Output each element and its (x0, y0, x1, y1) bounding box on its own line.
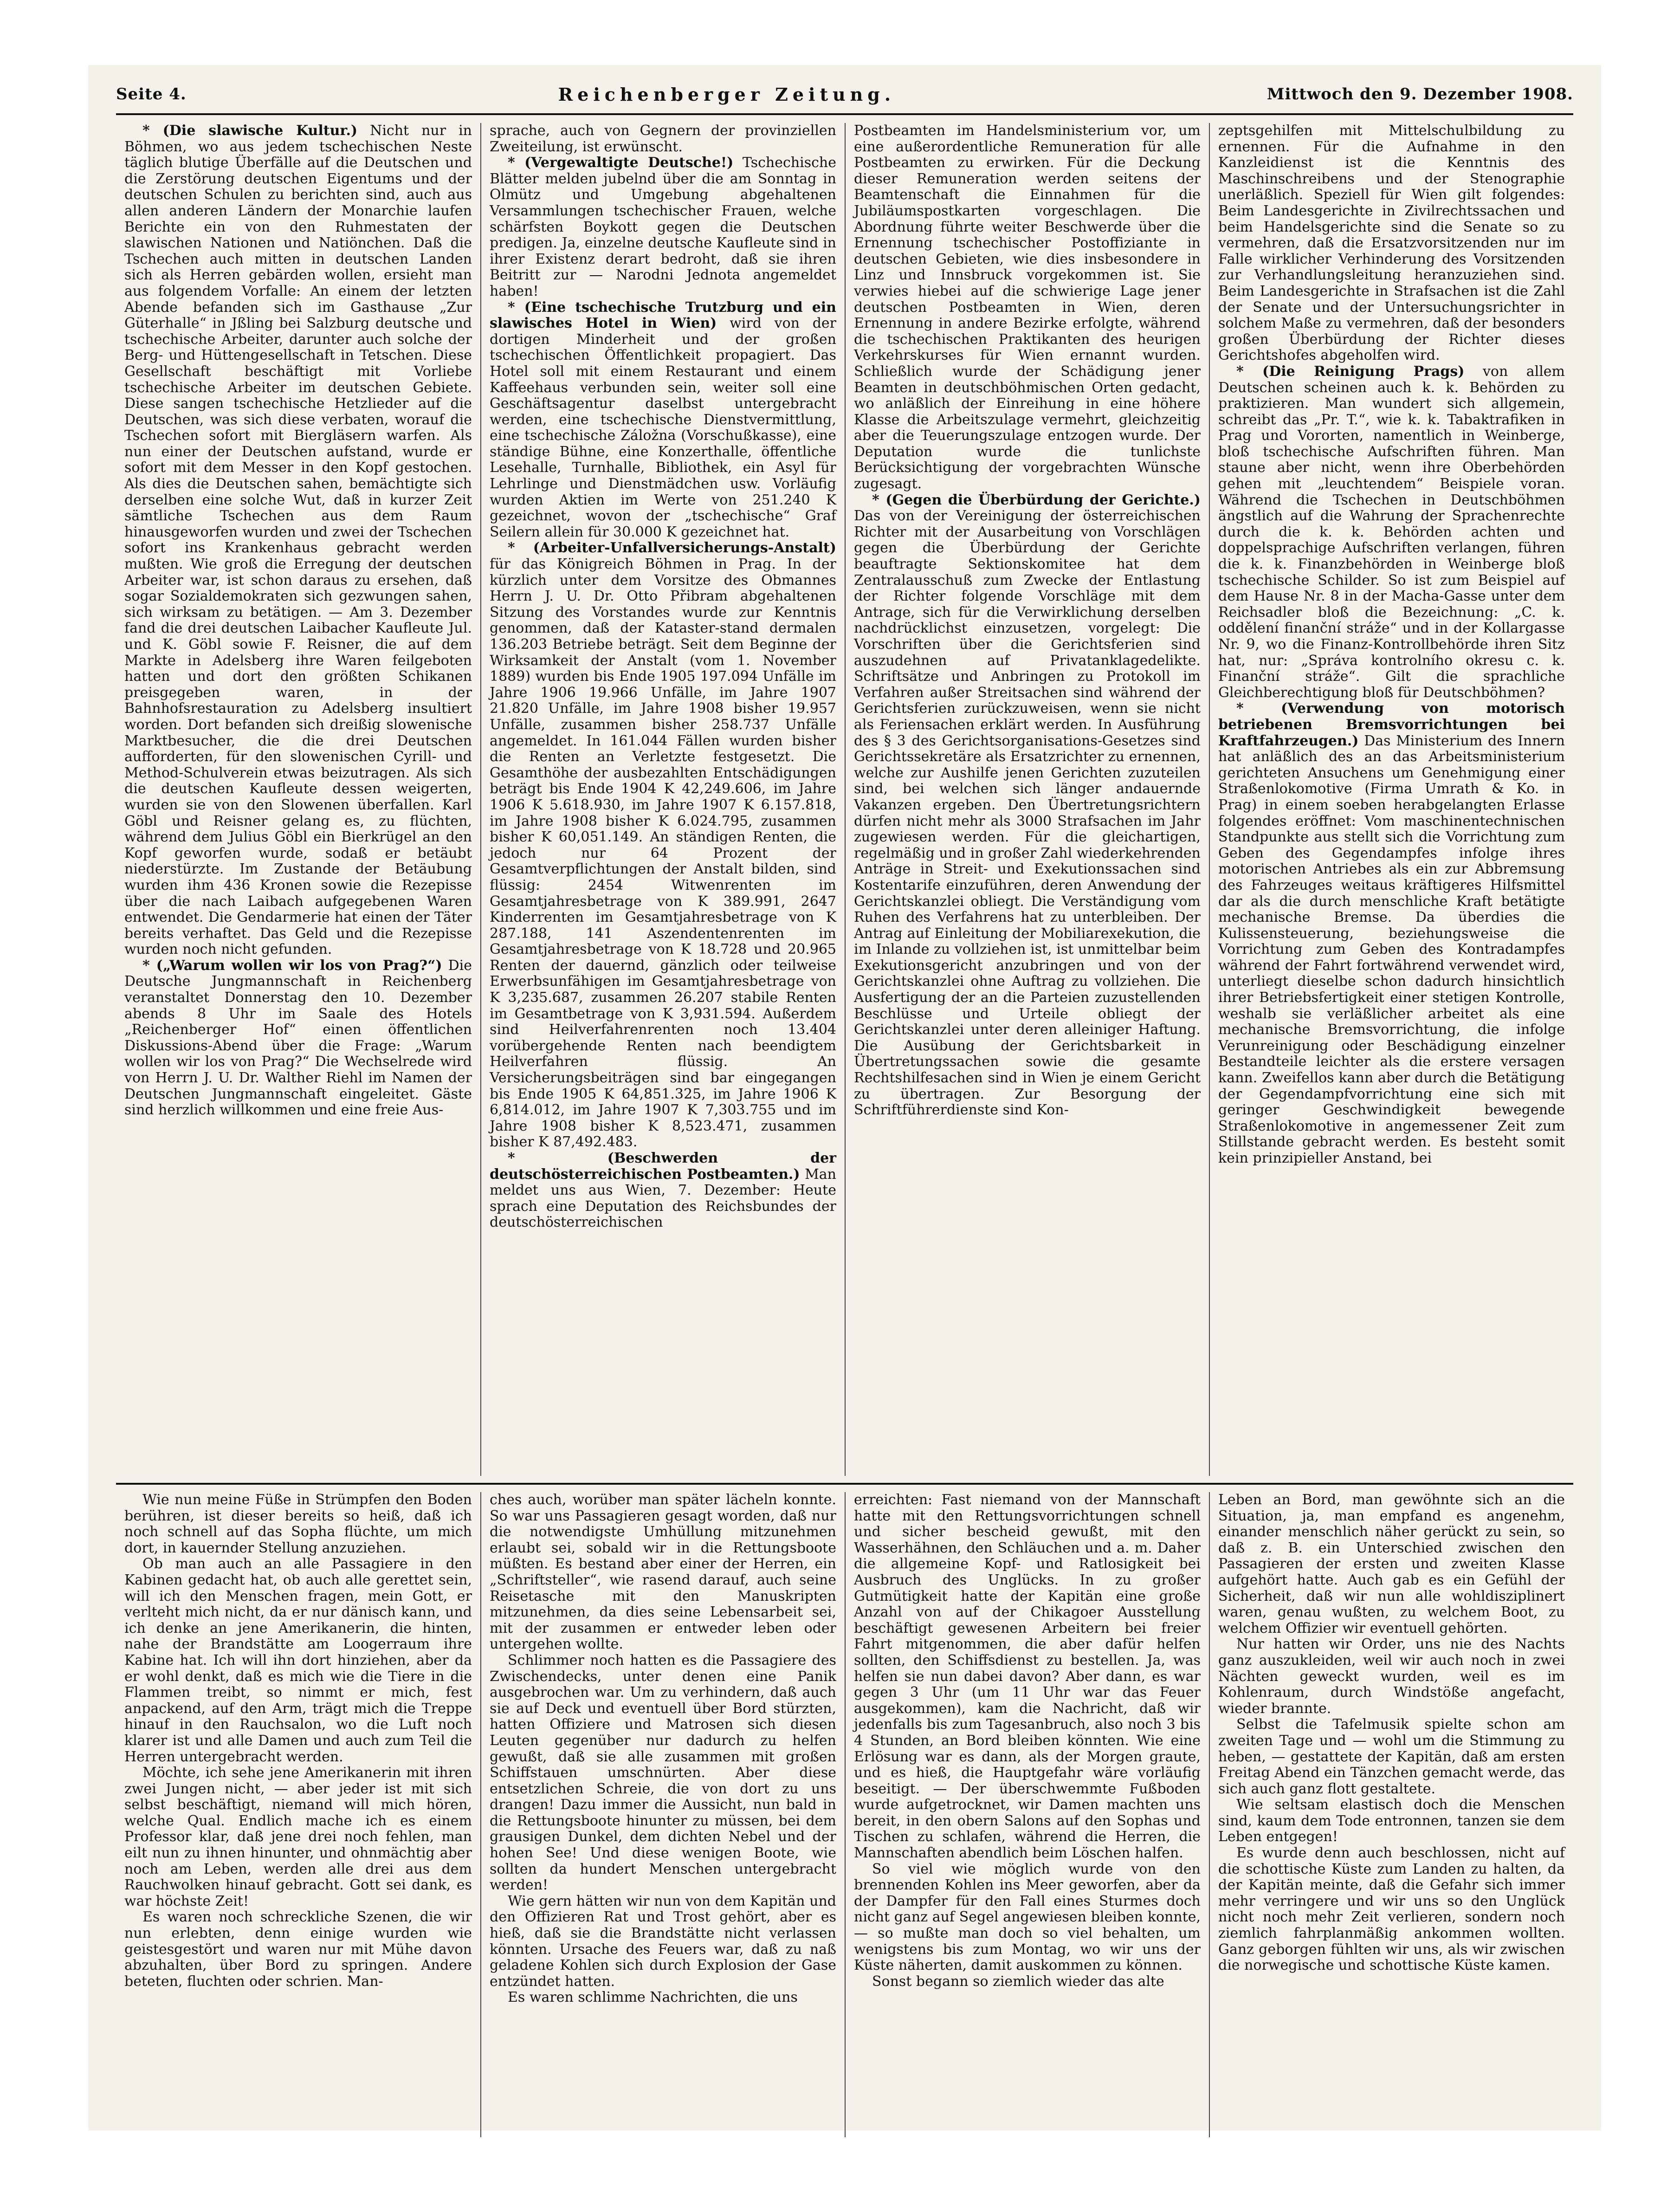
article-text: Die Deutsche Jungmannschaft in Reichenberg veranstaltet Donnerstag den 10. Dezember abends 8 Uhr im Saale des Hotels „Reichenberger Hof“ einen öffentlichen Diskussions-Abend über die Frage: „Warum wollen wir los von Prag?“ Die Wechselrede wird von Herrn J. U. Dr. Walther Riehl im Namen der Deutschen Jungmannschaft eingeleitet. Gäste sind herzlich willkommen und eine freie Aus- (124, 957, 472, 1119)
news-article (1218, 123, 1565, 364)
newspaper-page (88, 65, 1601, 2130)
feuilleton-column-2 (480, 1492, 845, 2137)
news-article (490, 540, 836, 1151)
news-column-1 (116, 123, 480, 1476)
news-article (1218, 364, 1565, 701)
article-text: Postbeamten im Handelsministerium vor, um eine außerordentliche Remuneration für alle Postbeamten zu erwirken. Für die Deckung dieser Remuneration werden seitens der Beamtenschaft die Einnahmen für die Jubiläumspostkarten vorgeschlagen. Die Abordnung führte weiter Beschwerde über die Ernennung tschechischer Postoffiziante in deutschen Gebieten, wie dies insbesondere in Linz und Innsbruck vorgekommen ist. Sie verwies hiebei auf die schwierige Lage jener deutschen Postbeamten in Wien, deren Ernennung in andere Bezirke erfolgte, während die tschechischen Praktikanten des heurigen Verkehrskurses für Wien ernannt wurden. Schließlich wurde der Schädigung jener Beamten in deutschböhmischen Orten gedacht, wo anläßlich der Einreihung in eine höhere Klasse die Arbeitszulage vermehrt, gleichzeitig aber die Teuerungszulage entzogen wurde. Der Deputation wurde die tunlichste Berücksichtigung der vorgebrachten Wünsche zugesagt. (854, 123, 1201, 492)
story-paragraph: Es wurde denn auch beschlossen, nicht auf die schottische Küste zum Landen zu halten, da der Kapitän meinte, daß die Gefahr sich immer mehr verringere und wir uns so den Unglück nicht noch mehr Zeit verlieren, sondern noch ziemlich fahrplanmäßig ankommen wollten. Ganz geborgen fühlten wir uns, als wir zwischen die norwegische und schottische Küste kamen. (1218, 1845, 1565, 1974)
article-headline: * (Gegen die Überbürdung der Gerichte.) (872, 491, 1201, 508)
newspaper-title: Reichenberger Zeitung. (558, 84, 896, 105)
article-headline: * (Arbeiter-Unfallversicherungs-Anstalt) (508, 540, 836, 556)
article-text: für das Königreich Böhmen in Prag. In der kürzlich unter dem Vorsitze des Obmannes Herrn J. U. Dr. Otto Přibram abgehaltenen Sitzung des Vorstandes wurde zur Kenntnis genommen, daß der Kataster-stand dermalen 136.203 Betriebe beträgt. Seit dem Beginne der Wirksamkeit der Anstalt (vom 1. November 1889) wurden bis Ende 1905 197.094 Unfälle im Jahre 1906 19.966 Unfälle, im Jahre 1907 21.820 Unfälle, im Jahre 1908 bisher 19.957 Unfälle, zusammen bisher 258.737 Unfälle angemeldet. In 161.044 Fällen wurden bisher die Renten an Verletzte festgesetzt. Die Gesamthöhe der ausbezahlten Entschädigungen beträgt bis Ende 1904 K 42,249.606, im Jahre 1906 K 5.618.930, im Jahre 1907 K 6.157.818, im Jahre 1908 bisher K 6.024.795, zusammen bisher K 60,051.149. An ständigen Renten, die jedoch nur 64 Prozent der Gesamtverpflichtungen der Anstalt bilden, sind flüssig: 2454 Witwenrenten im Gesamtjahresbetrage von K 389.991, 2647 Kinderrenten im Gesamtjahresbetrage von K 287.188, 141 Aszendentenrenten im Gesamtjahresbetrage von K 18.728 und 20.965 Renten der dauernd, gänzlich oder teilweise Erwerbsunfähigen im Gesamtjahresbetrage von K 3,235.687, zusammen 26.207 stabile Renten im Gesamtbetrage von K 3,931.594. Außerdem sind Heilverfahrenrenten noch 13.404 vorübergehende Renten nach beendigtem Heilverfahren flüssig. An Versicherungsbeiträgen sind bar eingegangen bis Ende 1905 K 64,851.325, im Jahre 1906 K 6,814.012, im Jahre 1907 K 7,303.755 und im Jahre 1908 bisher K 8,523.471, zusammen bisher K 87,492.483. (490, 556, 836, 1151)
story-paragraph: ches auch, worüber man später lächeln konnte. So war uns Passagieren gesagt worden, daß nur die notwendigste Umhüllung mitzunehmen erlaubt sei, sobald wir in die Rettungsboote müßten. Es bestand aber einer der Herren, ein „Schriftsteller“, wie rasend darauf, auch seine Reisetasche mit den Manuskripten mitzunehmen, da dies seine Lebensarbeit sei, mit der zusammen er entweder leben oder untergehen wollte. (490, 1492, 836, 1653)
feuilleton-column-1 (116, 1492, 480, 2137)
news-article (490, 155, 836, 299)
feuilleton-section (116, 1492, 1573, 2137)
feuilleton-rule (116, 1483, 1573, 1485)
story-paragraph: erreichten: Fast niemand von der Mannschaft hatte mit den Rettungsvorrichtungen schnell und sicher bescheid gewußt, mit den Wasserhähnen, den Schläuchen und a. m. Daher die allgemeine Kopf- und Ratlosigkeit bei Ausbruch des Unglücks. In zu großer Gutmütigkeit hatte der Kapitän eine große Anzahl von auf der Chikagoer Ausstellung beschäftigt gewesenen Arbeitern bei freier Fahrt mitgenommen, die aber dafür helfen sollten, den Schiffsdienst zu bestellen. Ja, was helfen sie nun dabei davon? Aber dann, es war gegen 3 Uhr (um 11 Uhr war das Feuer ausgekommen), kam die Nachricht, daß wir jedenfalls bis zum Tagesanbruch, also noch 3 bis 4 Stunden, an Bord bleiben könnten. Wie eine Erlösung war es dann, als der Morgen graute, und es hieß, die Hauptgefahr wäre vorläufig beseitigt. — Der überschwemmte Fußboden wurde aufgetrocknet, wir Damen machten uns bereit, in den obern Salons auf den Sophas und Tischen zu schlafen, während die Herren, die Mannschaften abendlich beim Löschen halfen. (854, 1492, 1201, 1862)
article-headline: * (Verwendung von motorisch betriebenen Bremsvorrichtungen bei Kraftfahrzeugen.) (1218, 700, 1565, 749)
story-paragraph: Ob man auch an alle Passagiere in den Kabinen gedacht hat, ob auch alle gerettet sein, will ich den Menschen fragen, mein Gott, er verlteht mich nicht, da er nur dänisch kann, und ich denke an jene Amerikanerin, die hinten, nahe der Brandstätte am Loogerraum ihre Kabine hat. Ich will ihn dort hinziehen, aber da er wohl denkt, daß es mich wie die Tiere in die Flammen treibt, so nimmt er mich, fest anpackend, auf den Arm, trägt mich die Treppe hinauf in den Rauchsalon, wo die Luft noch klarer ist und alle Damen und auch zum Teil die Herren untergebracht werden. (124, 1556, 472, 1765)
news-article (490, 123, 836, 155)
story-paragraph: Leben an Bord, man gewöhnte sich an die Situation, ja, man empfand es angenehm, einander menschlich näher gerückt zu sein, so daß z. B. ein Unterschied zwischen den Passagieren der ersten und zweiten Klasse aufgehört hatte. Auch gab es ein Gefühl der Sicherheit, daß wir nun alle wohldisziplinert waren, genau wußten, zu welchem Boot, zu welchem Offizier wir eventuell gehörten. (1218, 1492, 1565, 1636)
article-headline: * (Die Reinigung Prags) (1236, 363, 1465, 380)
article-headline: * (Die slawische Kultur.) (142, 123, 358, 139)
article-headline: * (Eine tschechische Trutzburg und ein slawisches Hotel in Wien) (490, 299, 836, 332)
story-paragraph: Schlimmer noch hatten es die Passagiere des Zwischendecks, unter denen eine Panik ausgebrochen war. Um zu verhindern, daß auch sie auf Deck und eventuell über Bord stürzten, hatten Offiziere und Matrosen sich diesen Leuten gegenüber nur dadurch zu helfen gewußt, daß sie alle zusammen mit großen Schiffstauen umschnürten. Aber diese entsetzlichen Schreie, die von dort zu uns drangen! Dazu immer die Aussicht, nun bald in die Rettungsboote hinunter zu müssen, bei dem grausigen Dunkel, dem dichten Nebel und der hohen See! Und diese wenigen Boote, wie sollten da hundert Menschen untergebracht werden! (490, 1652, 836, 1894)
article-text: Nicht nur in Böhmen, wo aus jedem tschechischen Neste täglich blutige Überfälle auf die Deutschen und die Zerstörung deutschen Eigentums und der deutschen Schulen zu berichten sind, auch aus allen anderen Ländern der Monarchie laufen Berichte ein von den Ruhmestaten der slawischen Nationen und Natiönchen. Daß die Tschechen auch mitten in deutschen Landen sich als Herren gebärden wollen, ersieht man aus folgendem Vorfalle: An einem der letzten Abende befanden sich im Gasthause „Zur Güterhalle“ in Jßling bei Salzburg deutsche und tschechische Arbeiter, darunter auch solche der Berg- und Hüttengesellschaft in Tetschen. Diese Gesellschaft beschäftigt mit Vorliebe tschechische Arbeiter im deutschen Gebiete. Diese sangen tschechische Hetzlieder auf die Deutschen, was sich diese verbaten, worauf die Tschechen sofort mit Biergläsern warfen. Als nun einer der Deutschen aufstand, wurde er sofort mit dem Messer in den Kopf gestochen. Als dies die Deutschen sahen, bemächtigte sich derselben eine solche Wut, daß in kurzer Zeit sämtliche Tschechen aus dem Raum hinausgeworfen wurden und zwei der Tschechen sofort ins Krankenhaus gebracht werden mußten. Wie groß die Erregung der deutschen Arbeiter war, ist schon daraus zu ersehen, daß sogar Sozialdemokraten sich gezwungen sahen, sich wirksam zu betätigen. — Am 3. Dezember fand die drei deutschen Laibacher Kaufleute Jul. und K. Göbl sowie F. Reisner, die auf dem Markte in Adelsberg ihre Waren feilgeboten hatten und dort den größten Schikanen preisgegeben waren, in der Bahnhofsrestauration zu Adelsberg insultiert worden. Dort befanden sich dreißig slowenische Marktbesucher, die die drei Deutschen aufforderten, für den slowenischen Cyrill- und Method-Schulverein etwas beizutragen. Als sich die deutschen Kaufleute dessen weigerten, wurden sie von den Slowenen überfallen. Karl Göbl und Reisner gelang es, zu flüchten, während dem Julius Göbl ein Bierkrügel an den Kopf geworfen wurde, sodaß er betäubt niederstürzte. Im Zustande der Betäubung wurden ihm 436 Kronen sowie die Rezepisse über die nach Laibach aufgegebenen Waren entwendet. Die Gendarmerie hat einen der Täter bereits verhaftet. Das Geld und die Rezepisse wurden noch nicht gefunden. (124, 123, 472, 958)
news-article (854, 123, 1201, 492)
story-paragraph: Selbst die Tafelmusik spielte schon am zweiten Tage und — wohl um die Stimmung zu heben, — gestattete der Kapitän, daß am ersten Freitag Abend ein Tänzchen gemacht werde, das sich auch ganz flott gestaltete. (1218, 1716, 1565, 1797)
story-paragraph: So viel wie möglich wurde von den brennenden Kohlen ins Meer geworfen, aber da der Dampfer für den Fall eines Sturmes doch nicht ganz auf Segel angewiesen bleiben konnte, — so mußte man doch so viel behalten, um wenigstens bis zum Montag, wo wir uns der Küste näherten, damit auskommen zu können. (854, 1861, 1201, 1974)
article-headline: * (Beschwerden der deutschösterreichischen Postbeamten.) (490, 1150, 836, 1183)
news-section (116, 123, 1573, 1476)
issue-date: Mittwoch den 9. Dezember 1908. (1266, 85, 1573, 103)
story-paragraph: Wie gern hätten wir nun von dem Kapitän und den Offizieren Rat und Trost gehört, aber es hieß, daß sie die Brandstätte nicht verlassen könnten. Ursache des Feuers war, daß zu naß geladene Kohlen sich durch Explosion der Gase entzündet hatten. (490, 1893, 836, 1990)
article-text: Man meldet uns aus Wien, 7. Dezember: Heute sprach eine Deputation des Reichsbundes der deutschösterreichischen (490, 1166, 836, 1231)
article-text: sprache, auch von Gegnern der provinziellen Zweiteilung, ist erwünscht. (490, 123, 836, 155)
story-paragraph: Sonst begann so ziemlich wieder das alte (872, 1973, 1164, 1990)
article-text: Das Ministerium des Innern hat anläßlich des an das Arbeitsministerium gerichteten Ansuchens um Genehmigung einer Straßenlokomotive (Firma Umrath & Ko. in Prag) in einem soeben herabgelangten Erlasse folgendes eröffnet: Vom maschinentechnischen Standpunkte aus stellt sich die Vorrichtung zum Geben des Gegendampfes infolge ihres motorischen Antriebes als ein zur Abbremsung des Fahrzeuges weitaus kräftigeres Hilfsmittel dar als die durch menschliche Kraft betätigte mechanische Bremse. Da überdies die Kulissensteuerung, beziehungsweise die Vorrichtung zum Geben des Kontradampfes während der Fahrt fortwährend verwendet wird, unterliegt dieselbe schon dadurch hinsichtlich ihrer Betriebsfertigkeit einer stetigen Kontrolle, weshalb sie verläßlicher arbeitet als eine mechanische Bremsvorrichtung, die infolge Verunreinigung oder Beschädigung einzelner Bestandteile leichter als die erstere versagen kann. Zweifellos kann aber durch die Betätigung der Gegendampfvorrichtung eine sich mit geringer Geschwindigkeit bewegende Straßenlokomotive in angemessener Zeit zum Stillstande gebracht werden. Es besteht somit kein prinzipieller Anstand, bei (1218, 732, 1565, 1166)
article-text: von allem Deutschen scheinen auch k. k. Behörden zu praktizieren. Man wundert sich allgemein, schreibt das „Pr. T.“, wie k. k. Tabaktrafiken in Prag und Vororten, namentlich in Weinberge, bloß tschechische Aufschriften führen. Man staune aber nicht, wenn ihre Oberbehörden gehen mit „leuchtendem“ Beispiele voran. Während die Tschechen in Deutschböhmen ängstlich auf die Wahrung der Sprachenrechte durch die k. k. Behörden achten und doppelsprachige Aufschriften verlangen, führen die k. k. Finanzbehörden in Weinberge bloß tschechische Schilder. So ist zum Beispiel auf dem Hause Nr. 8 in der Macha-Gasse unter dem Reichsadler bloß die Bezeichnung: „C. k. oddělení finanční stráže“ und in der Kollargasse Nr. 9, wo die Finanz-Kontrollbehörde ihren Sitz hat, nur: „Správa kontrolního okresu c. k. Finanční stráže“. Gilt die sprachliche Gleichberechtigung bloß für Deutschböhmen? (1218, 363, 1565, 701)
news-article (490, 300, 836, 541)
page-header (116, 78, 1573, 110)
article-text: wird von der dortigen Minderheit und der großen tschechischen Öffentlichkeit propagiert. Das Hotel soll mit einem Restaurant und einem Kaffeehaus verbunden sein, weiter soll eine Geschäftsagentur daselbst untergebracht werden, eine tschechische Dienstvermittlung, eine tschechische Záložna (Vorschußkasse), eine ständige Bühne, eine Konzerthalle, öffentliche Lesehalle, Turnhalle, Bibliothek, ein Asyl für Lehrlinge und Dienstmädchen usw. Vorläufig wurden Aktien im Werte von 251.240 K gezeichnet, wovon der „tschechische“ Graf Seilern allein für 30.000 K gezeichnet hat. (490, 315, 836, 540)
story-paragraph: Es waren noch schreckliche Szenen, die wir nun erlebten, denn einige wurden wie geistesgestört und waren nur mit Mühe davon abzuhalten, über Bord zu springen. Andere beteten, fluchten oder schrien. Man- (124, 1909, 472, 1990)
news-article (1218, 701, 1565, 1166)
article-text: zeptsgehilfen mit Mittelschulbildung zu ernennen. Für die Aufnahme in den Kanzleidienst ist die Kenntnis des Maschinschreibens und der Stenographie unerläßlich. Speziell für Wien gilt folgendes: Beim Landesgerichte in Zivilrechtssachen und beim Handelsgerichte sind die Senate so zu vermehren, daß die Ersatzvorsitzenden nur im Falle wirklicher Verhinderung des Vorsitzenden zur Verhandlungsleitung heranzuziehen sind. Beim Landesgerichte in Strafsachen ist die Zahl der Senate und der Untersuchungsrichter in solchem Maße zu vermehren, daß der besonders großen Überbürdung der Richter dieses Gerichtshofes abgeholfen wird. (1218, 123, 1565, 364)
news-column-2 (480, 123, 845, 1476)
story-paragraph: Wie nun meine Füße in Strümpfen den Boden berühren, ist dieser bereits so heiß, daß ich noch schnell auf das Sopha flüchte, um mich dort, in kauernder Stellung anzuziehen. (124, 1492, 472, 1556)
page-number: Seite 4. (116, 85, 187, 103)
article-text: Tschechische Blätter melden jubelnd über die am Sonntag in Olmütz und Umgebung abgehaltenen Versammlungen tschechischer Frauen, welche schärfsten Boykott gegen die Deutschen predigen. Ja, einzelne deutsche Kaufleute sind in ihrer Existenz derart bedroht, daß sie ihren Beitritt zur — Narodni Jednota angemeldet haben! (490, 155, 836, 299)
feuilleton-column-4 (1209, 1492, 1573, 2137)
news-article (854, 492, 1201, 1119)
story-paragraph: Nur hatten wir Order, uns nie des Nachts ganz auszukleiden, weil wir auch noch in zwei Nächten geweckt wurden, weil es im Kohlenraum, durch Windstöße angefacht, wieder brannte. (1218, 1636, 1565, 1717)
article-headline: * (Vergewaltigte Deutsche!) (508, 155, 734, 171)
news-column-4 (1209, 123, 1573, 1476)
story-paragraph: Wie seltsam elastisch doch die Menschen sind, kaum dem Tode entronnen, tanzen sie dem Leben entgegen! (1218, 1797, 1565, 1845)
news-article (124, 958, 472, 1119)
article-text: Das von der Vereinigung der österreichischen Richter mit der Ausarbeitung von Vorschlägen gegen die Überbürdung der Gerichte beauftragte Sektionskomitee hat dem Zentralausschuß zum Zwecke der Entlastung der Richter folgende Vorschläge mit dem Antrage, sich für die Verwirklichung derselben nachdrücklichst einzusetzen, vorgelegt: Die Vorschriften über die Gerichtsferien sind auszudehnen auf Privatanklagedelikte. Schriftsätze und Anbringen zu Protokoll im Verfahren außer Streitsachen sind während der Gerichtsferien zurückzuweisen, wenn sie nicht als Feriensachen erklärt werden. In Ausführung des § 3 des Gerichtsorganisations-Gesetzes sind Gerichtssekretäre als Ersatzrichter zu ernennen, welche zur Aushilfe jenen Gerichten zuzuteilen sind, bei welchen sich länger andauernde Vakanzen ergeben. Den Übertretungsrichtern dürfen nicht mehr als 3000 Strafsachen im Jahr zugewiesen werden. Für die gleichartigen, regelmäßig und in großer Zahl wiederkehrenden Anträge in Streit- und Exekutionssachen sind Kostentarife einzuführen, deren Anwendung der Gerichtskanzlei obliegt. Die Verständigung vom Ruhen des Verfahrens hat zu unterbleiben. Der Antrag auf Einleitung der Mobiliarexekution, die im Inlande zu vollziehen ist, ist unmittelbar beim Exekutionsgericht anzubringen und von der Gerichtskanzlei ohne Auftrag zu vollziehen. Die Ausfertigung der an die Parteien zuzustellenden Beschlüsse und Urteile obliegt der Gerichtskanzlei unter deren alleiniger Haftung. Die Ausübung der Gerichtsbarkeit in Übertretungssachen sowie die gesamte Rechtshilfesachen sind in Wien je einem Gericht zu übertragen. Zur Besorgung der Schriftführerdienste sind Kon- (854, 508, 1201, 1119)
header-rule (116, 113, 1573, 115)
news-article (490, 1151, 836, 1231)
feuilleton-column-3 (845, 1492, 1209, 2137)
news-column-3 (845, 123, 1209, 1476)
news-article (124, 123, 472, 958)
story-paragraph: Es waren schlimme Nachrichten, die uns (508, 1989, 798, 2006)
article-headline: * („Warum wollen wir los von Prag?“) (142, 957, 442, 974)
story-paragraph: Möchte, ich sehe jene Amerikanerin mit ihren zwei Jungen nicht, — aber jeder ist mit sich selbst beschäftigt, niemand will mich hören, welche Qual. Endlich mache ich es einem Professor klar, daß jene drei noch fehlen, man eilt nun zu ihnen hinunter, und ohnmächtig aber noch am Leben, werden alle drei aus dem Rauchwolken hinauf gebracht. Gott sei dank, es war höchste Zeit! (124, 1765, 472, 1909)
